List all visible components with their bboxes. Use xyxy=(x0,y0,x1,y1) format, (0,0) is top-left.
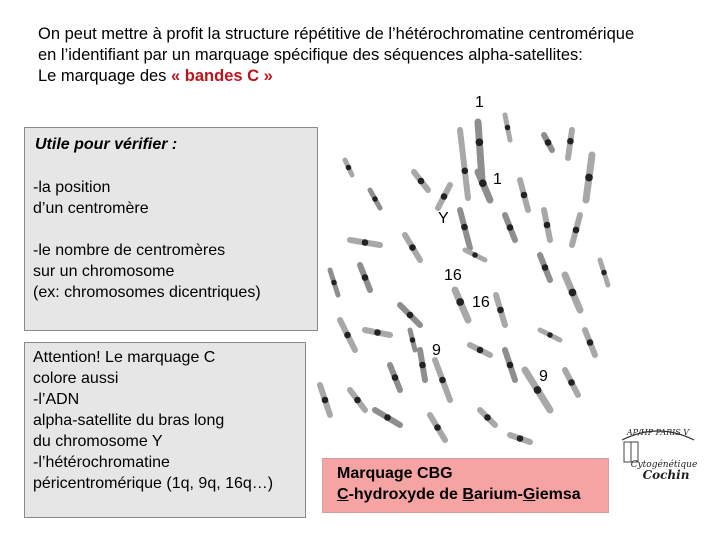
c-band xyxy=(505,125,511,131)
c-band xyxy=(476,138,484,146)
c-band xyxy=(585,174,593,182)
c-band xyxy=(461,224,468,231)
c-band xyxy=(545,139,552,146)
label-chr-y: Y xyxy=(438,210,449,227)
c-band xyxy=(507,362,514,369)
c-band xyxy=(392,374,399,381)
attention-line: péricentromérique (1q, 9q, 16q…) xyxy=(33,475,274,492)
c-band xyxy=(419,362,426,369)
utility-box xyxy=(24,127,318,331)
c-band xyxy=(456,298,464,306)
logo-top-text: AP/HP PARIS V xyxy=(626,428,690,437)
attention-line: Attention! Le marquage C xyxy=(33,349,216,366)
utility-item-2-line-1: -le nombre de centromères xyxy=(33,242,226,259)
caption-letter-g: G xyxy=(522,486,536,503)
caption-line-1: Marquage CBG xyxy=(337,465,453,482)
c-band xyxy=(521,192,528,199)
intro-line-3-prefix: Le marquage des xyxy=(38,67,172,85)
c-band xyxy=(407,312,414,319)
c-band xyxy=(542,264,549,271)
attention-line: colore aussi xyxy=(33,370,119,387)
c-band xyxy=(472,252,478,258)
intro-text xyxy=(38,24,708,87)
c-band xyxy=(384,414,391,421)
c-band xyxy=(573,227,580,234)
caption-line-2 xyxy=(337,484,608,505)
label-chr9-b: 9 xyxy=(539,368,548,385)
label-chr1-top: 1 xyxy=(475,94,484,111)
c-band xyxy=(362,239,369,246)
c-band xyxy=(418,178,425,185)
caption-letter-c: C xyxy=(337,486,349,503)
utility-item-2-line-2: sur un chromosome xyxy=(33,263,175,280)
c-band xyxy=(569,289,577,297)
attention-line: du chromosome Y xyxy=(33,433,163,450)
attention-line: -l’ADN xyxy=(33,391,80,408)
c-band xyxy=(434,424,441,431)
c-band xyxy=(601,270,607,276)
intro-line-1: On peut mettre à profit la structure répétitive de l’hétérochromatine centromérique xyxy=(38,25,635,43)
caption-letter-b: B xyxy=(462,486,474,503)
c-band xyxy=(331,280,337,286)
label-chr9-a: 9 xyxy=(432,342,441,359)
label-chr16-a: 16 xyxy=(444,267,462,284)
cytogenetique-cochin-logo xyxy=(618,420,698,484)
c-band xyxy=(507,224,514,231)
c-band xyxy=(484,414,491,421)
c-band xyxy=(344,332,351,339)
utility-title: Utile pour vérifier : xyxy=(35,136,178,153)
attention-line: -l’hétérochromatine xyxy=(33,454,170,471)
logo-word-1: Cytogénétique xyxy=(630,460,698,470)
caption-text: arium- xyxy=(473,486,523,503)
c-band xyxy=(372,196,378,202)
attention-box xyxy=(24,342,306,518)
c-band xyxy=(462,168,469,175)
c-band xyxy=(441,193,448,200)
c-band xyxy=(410,337,416,343)
c-band xyxy=(354,397,361,404)
utility-item-1-line-2: d’un centromère xyxy=(33,200,149,217)
staining-caption xyxy=(322,458,609,513)
c-band xyxy=(439,377,446,384)
chromosomes xyxy=(320,115,608,442)
c-band xyxy=(587,339,594,346)
c-band xyxy=(479,179,487,187)
c-band xyxy=(534,386,542,394)
attention-line: alpha-satellite du bras long xyxy=(33,412,225,429)
c-band xyxy=(322,397,329,404)
label-chr1-b: 1 xyxy=(493,171,502,188)
chromosome-spread-image xyxy=(310,80,615,455)
c-band xyxy=(477,347,484,354)
utility-item-1-line-1: -la position xyxy=(33,179,111,196)
caption-text: iemsa xyxy=(535,486,581,503)
c-band xyxy=(568,379,575,386)
caption-text: -hydroxyde de xyxy=(348,486,463,503)
c-band xyxy=(497,307,504,314)
c-band xyxy=(346,165,352,171)
c-band xyxy=(544,222,551,229)
chromosome xyxy=(460,130,468,198)
c-band xyxy=(547,332,553,338)
label-chr16-b: 16 xyxy=(472,294,490,311)
c-band xyxy=(362,274,369,281)
logo-word-2: Cochin xyxy=(642,468,690,482)
c-band xyxy=(409,244,416,251)
logo-mark-icon xyxy=(618,420,698,484)
c-band xyxy=(374,329,381,336)
intro-line-2: en l’identifiant par un marquage spécifique des séquences alpha-satellites: xyxy=(38,46,583,64)
c-band xyxy=(567,138,574,145)
utility-item-2-line-3: (ex: chromosomes dicentriques) xyxy=(33,284,261,301)
bandes-c-highlight: « bandes C » xyxy=(171,67,273,85)
c-band xyxy=(517,435,524,442)
